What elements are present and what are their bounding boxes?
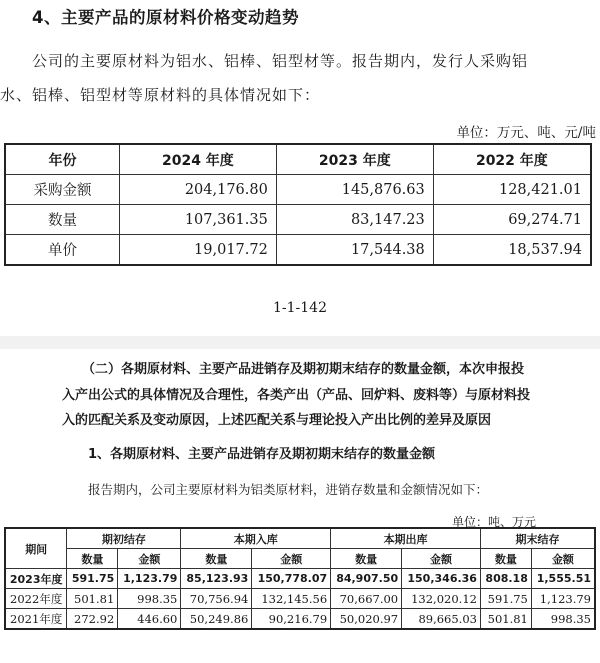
section-title-line: 入的匹配关系及变动原因，上述匹配关系与理论投入产出比例的差异及原因 [62, 413, 492, 428]
table-cell: 204,176.80 [119, 175, 276, 205]
header-cell: 2022 年度 [433, 144, 591, 175]
table-cell: 1,123.79 [118, 569, 181, 589]
row-label: 数量 [5, 205, 119, 235]
table-cell: 17,544.38 [276, 235, 433, 266]
subheading: 1、各期原材料、主要产品进销存及期初期末结存的数量金额 [88, 447, 436, 462]
table-cell: 591.75 [67, 569, 118, 589]
header-cell-group: 期初结存 [67, 528, 181, 549]
row-label: 2021年度 [5, 609, 67, 630]
table-row [5, 609, 595, 630]
paragraph-line: 水、铝棒、铝型材等原材料的具体情况如下： [0, 86, 321, 104]
header-cell: 数量 [480, 549, 531, 569]
header-cell: 金额 [118, 549, 181, 569]
table-cell: 132,145.56 [252, 589, 331, 609]
table-cell: 808.18 [480, 569, 531, 589]
table-cell: 446.60 [118, 609, 181, 630]
table-cell: 50,020.97 [331, 609, 402, 630]
table-cell: 150,778.07 [252, 569, 331, 589]
table-cell: 18,537.94 [433, 235, 591, 266]
table-row [5, 589, 595, 609]
header-cell-period: 期间 [5, 528, 67, 569]
table-cell: 591.75 [480, 589, 531, 609]
header-cell: 数量 [181, 549, 252, 569]
inventory-table [4, 527, 596, 630]
header-cell-group: 本期出库 [331, 528, 481, 549]
row-label: 采购金额 [5, 175, 119, 205]
header-cell: 数量 [331, 549, 402, 569]
header-cell: 年份 [5, 144, 119, 175]
table-row [5, 175, 591, 205]
inventory-paragraph: 报告期内，公司主要原材料为铝类原材料，进销存数量和金额情况如下： [88, 482, 489, 497]
table-cell: 69,274.71 [433, 205, 591, 235]
paragraph-line: 公司的主要原材料为铝水、铝棒、铝型材等。报告期内，发行人采购铝 [32, 52, 529, 70]
header-cell: 2024 年度 [119, 144, 276, 175]
unit-note: 单位：万元、吨、元/吨 [456, 125, 596, 141]
table-cell: 19,017.72 [119, 235, 276, 266]
table-row [5, 205, 591, 235]
row-label: 2023年度 [5, 569, 67, 589]
unit-note: 单位：吨、万元 [452, 515, 537, 529]
table-row [5, 235, 591, 266]
header-cell: 金额 [402, 549, 481, 569]
intro-paragraph [0, 44, 600, 112]
table-cell: 1,123.79 [531, 589, 595, 609]
table-cell: 107,361.35 [119, 205, 276, 235]
table-cell: 132,020.12 [402, 589, 481, 609]
table-cell: 150,346.36 [402, 569, 481, 589]
table-cell: 501.81 [480, 609, 531, 630]
table-cell: 501.81 [67, 589, 118, 609]
table-cell: 70,667.00 [331, 589, 402, 609]
table-cell: 1,555.51 [531, 569, 595, 589]
table-subheader-row [5, 549, 595, 569]
section-title [0, 349, 600, 434]
raw-material-purchase-table [4, 143, 592, 266]
table-cell: 272.92 [67, 609, 118, 630]
table-cell: 128,421.01 [433, 175, 591, 205]
table-cell: 83,147.23 [276, 205, 433, 235]
table-header-row [5, 144, 591, 175]
table-cell: 89,665.03 [402, 609, 481, 630]
section-title-line: 入产出公式的具体情况及合理性，各类产出（产品、回炉料、废料等）与原材料投 [62, 387, 531, 403]
table-cell: 145,876.63 [276, 175, 433, 205]
document-page-bottom [0, 349, 600, 663]
header-cell: 金额 [252, 549, 331, 569]
header-cell-group: 期末结存 [480, 528, 595, 549]
section-title-line: （二）各期原材料、主要产品进销存及期初期末结存的数量金额，本次申报投 [82, 362, 525, 377]
table-cell: 998.35 [531, 609, 595, 630]
table-cell: 70,756.94 [181, 589, 252, 609]
table-cell: 998.35 [118, 589, 181, 609]
section-heading: 4、主要产品的原材料价格变动趋势 [32, 8, 299, 27]
table-cell: 84,907.50 [331, 569, 402, 589]
table-header-row [5, 528, 595, 549]
header-cell-group: 本期入库 [181, 528, 331, 549]
table-cell: 90,216.79 [252, 609, 331, 630]
table-cell: 85,123.93 [181, 569, 252, 589]
page-number: 1-1-142 [273, 300, 327, 316]
header-cell: 金额 [531, 549, 595, 569]
table-cell: 50,249.86 [181, 609, 252, 630]
header-cell: 数量 [67, 549, 118, 569]
table-row [5, 569, 595, 589]
header-cell: 2023 年度 [276, 144, 433, 175]
row-label: 单价 [5, 235, 119, 266]
row-label: 2022年度 [5, 589, 67, 609]
